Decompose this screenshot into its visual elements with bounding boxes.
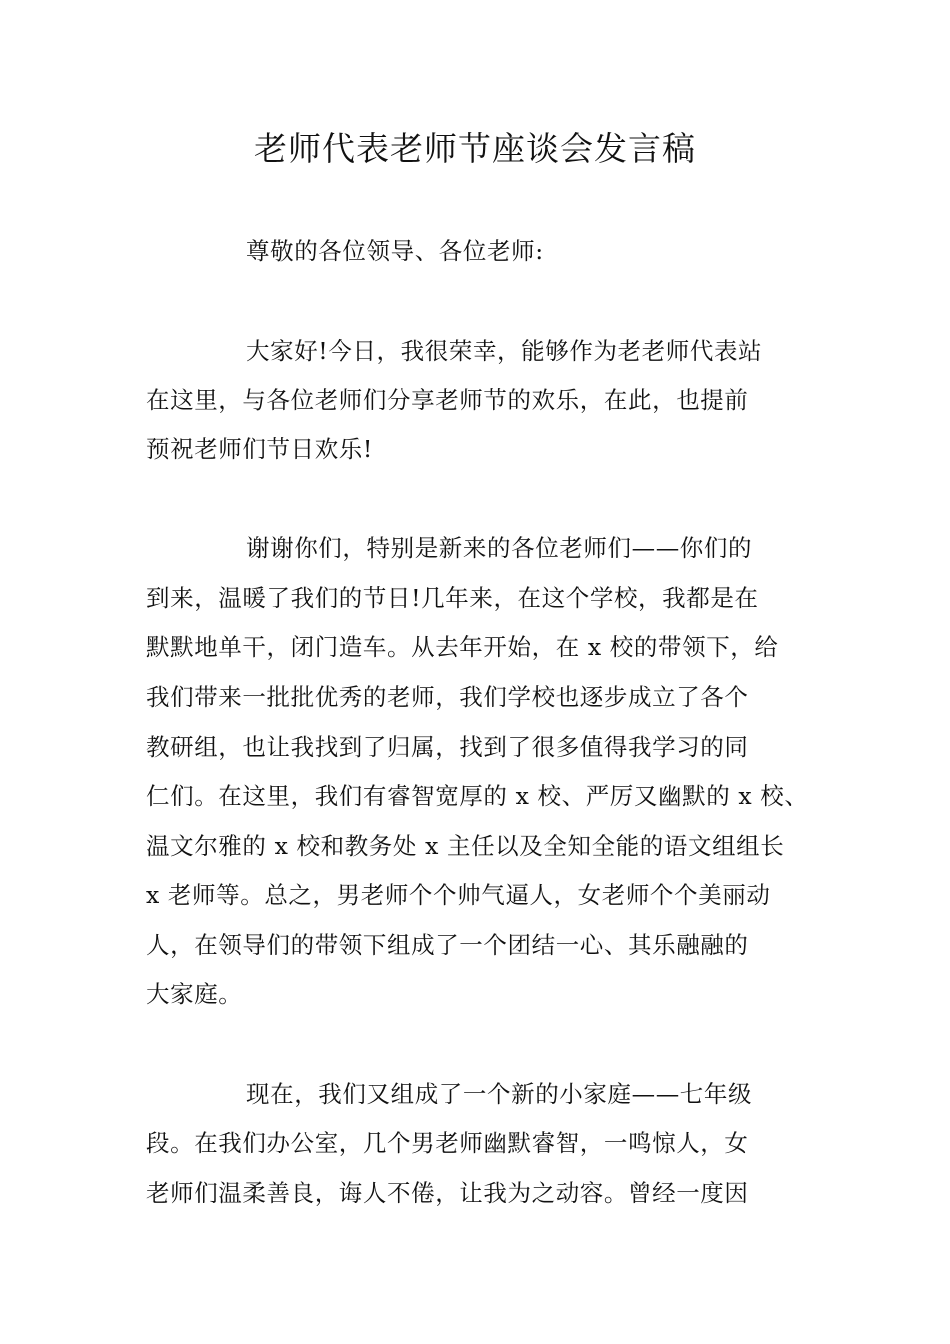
paragraph-2-line-5: 教研组，也让我找到了归属，找到了很多值得我学习的同 [146,733,749,761]
document-title: 老师代表老师节座谈会发言稿 [254,129,696,168]
paragraph-2-line-7: 温文尔雅的 x 校和教务处 x 主任以及全知全能的语文组组长 [146,832,785,860]
paragraph-3-line-3: 老师们温柔善良，诲人不倦，让我为之动容。曾经一度因 [146,1179,749,1207]
paragraph-2-line-4: 我们带来一批批优秀的老师，我们学校也逐步成立了各个 [146,683,749,711]
paragraph-2-line-3: 默默地单干，闭门造车。从去年开始，在 x 校的带领下，给 [146,633,779,661]
paragraph-2-line-1: 谢谢你们，特别是新来的各位老师们——你们的 [246,534,753,562]
paragraph-1-line-2: 在这里，与各位老师们分享老师节的欢乐，在此，也提前 [146,386,749,414]
salutation: 尊敬的各位领导、各位老师: [246,237,544,265]
paragraph-2-line-10: 大家庭。 [146,980,243,1008]
paragraph-2-line-8: x 老师等。总之，男老师个个帅气逼人，女老师个个美丽动 [146,881,771,909]
paragraph-3-line-1: 现在，我们又组成了一个新的小家庭——七年级 [246,1080,753,1108]
paragraph-3-line-2: 段。在我们办公室，几个男老师幽默睿智，一鸣惊人，女 [146,1129,749,1157]
paragraph-2-line-6: 仁们。在这里，我们有睿智宽厚的 x 校、严厉又幽默的 x 校、 [146,782,809,810]
paragraph-1-line-1: 大家好!今日，我很荣幸，能够作为老老师代表站 [246,337,763,365]
paragraph-1-line-3: 预祝老师们节日欢乐! [146,435,373,463]
paragraph-2-line-2: 到来，温暖了我们的节日!几年来，在这个学校，我都是在 [146,584,759,612]
paragraph-2-line-9: 人，在领导们的带领下组成了一个团结一心、其乐融融的 [146,931,749,959]
